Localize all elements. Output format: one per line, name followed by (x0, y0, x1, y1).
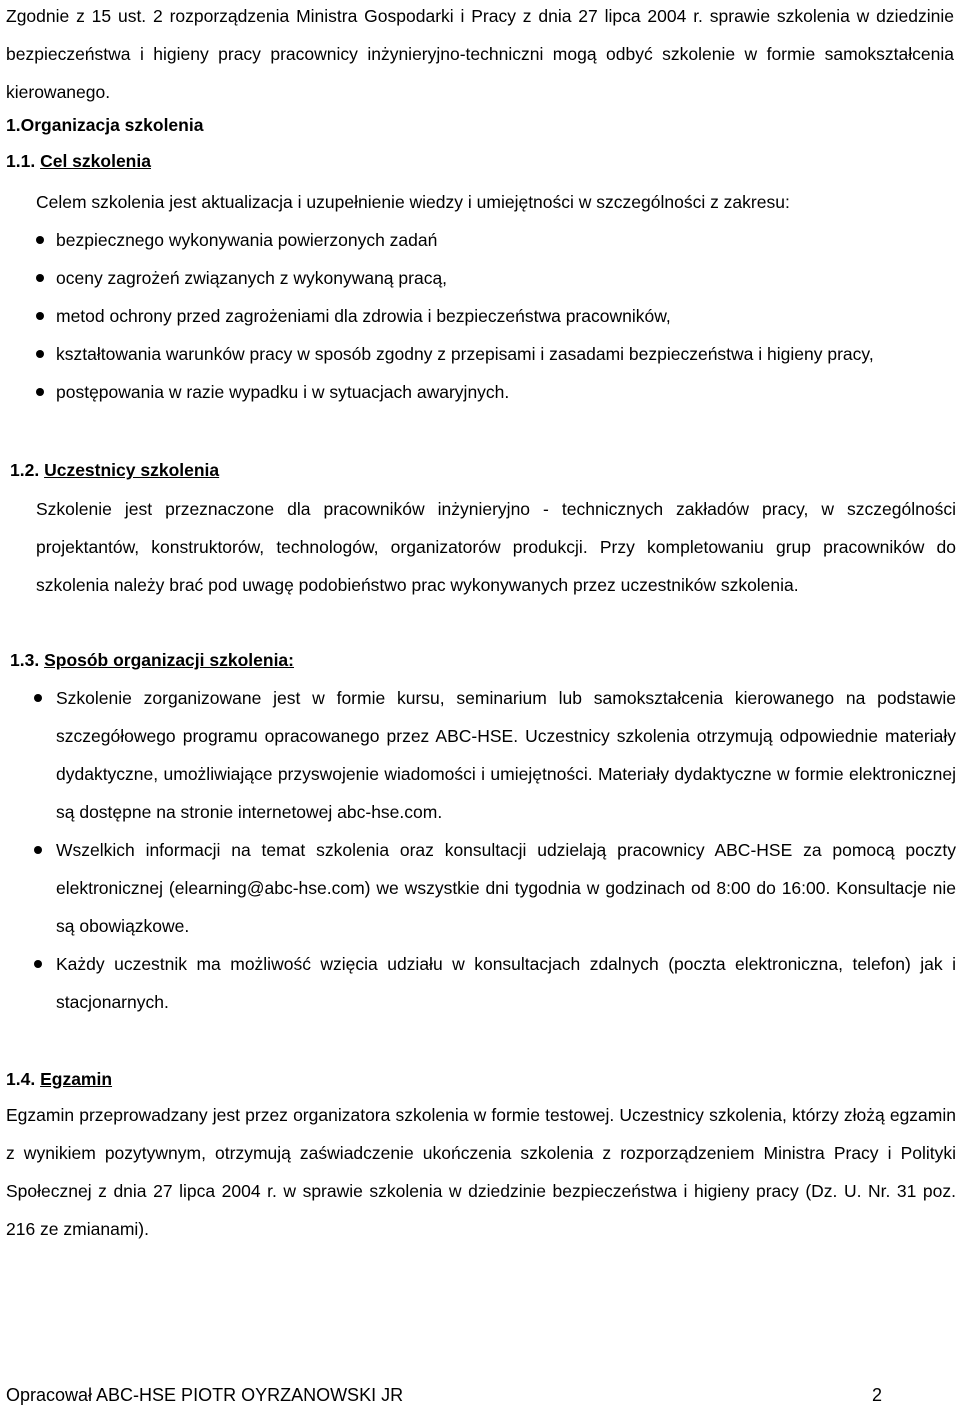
bullet-icon (36, 312, 44, 320)
section-1-4-paragraph: Egzamin przeprowadzany jest przez organizatora szkolenia w formie testowej. Uczestnicy szkolenia, którzy złożą egzamin z wynikiem pozytywnym, otrzymują zaświadczenie ukończenia szkolenia z rozporządzeniem Ministra Pracy i Polityki Społecznej z dnia 27 lipca 2004 r. w sprawie szkolenia w dziedzinie bezpieczeństwa i higieny pracy (Dz. U. Nr. 31 poz. 216 ze zmianami). (6, 1105, 956, 1239)
section-1-2-title: Uczestnicy szkolenia (44, 460, 220, 480)
section-1-1-title: Cel szkolenia (40, 151, 151, 171)
section-1-3-title: Sposób organizacji szkolenia: (44, 650, 294, 670)
section-1-heading (6, 113, 203, 137)
list-item-text: Szkolenie zorganizowane jest w formie kursu, seminarium lub samokształcenia kierowanego na podstawie szczegółowego programu opracowanego przez ABC-HSE. Uczestnicy szkolenia otrzymują odpowiednie materiały dydaktyczne, umożliwiające przyswojenie wiadomości i umiejętności. Materiały dydaktyczne w formie elektronicznej są dostępne na stronie internetowej abc-hse.com. (56, 688, 956, 822)
bullet-icon (34, 846, 42, 854)
section-1-3-list (34, 679, 956, 1021)
list-item-text: postępowania w razie wypadku i w sytuacjach awaryjnych. (56, 382, 510, 402)
section-1-4-title: Egzamin (40, 1069, 113, 1089)
section-1-title: 1.Organizacja szkolenia (6, 115, 204, 135)
page-footer (6, 1383, 882, 1407)
list-item-text: kształtowania warunków pracy w sposób zgodny z przepisami i zasadami bezpieczeństwa i higieny pracy, (56, 344, 874, 364)
list-item-text: bezpiecznego wykonywania powierzonych zadań (56, 230, 438, 250)
bullet-icon (36, 236, 44, 244)
list-item (36, 221, 936, 259)
footer-author: Opracował ABC-HSE PIOTR OYRZANOWSKI JR (6, 1385, 404, 1405)
section-1-1-number: 1.1. (6, 151, 36, 171)
section-1-2-paragraph: Szkolenie jest przeznaczone dla pracowników inżynieryjno - technicznych zakładów pracy, w szczególności projektantów, konstruktorów, technologów, organizatorów produkcji. Przy kompletowaniu grup pracowników do szkolenia należy brać pod uwagę podobieństwo prac wykonywanych przez uczestników szkolenia. (36, 499, 956, 595)
section-1-4-number: 1.4. (6, 1069, 36, 1089)
section-1-4-heading (6, 1067, 112, 1091)
list-item (36, 335, 936, 373)
list-item (34, 945, 956, 1021)
intro-paragraph: Zgodnie z 15 ust. 2 rozporządzenia Ministra Gospodarki i Pracy z dnia 27 lipca 2004 r. sprawie szkolenia w dziedzinie bezpieczeństwa i higieny pracy pracownicy inżynieryjno-techniczni mogą odbyć szkolenie w formie samokształcenia kierowanego. (6, 6, 954, 102)
bullet-icon (34, 694, 42, 702)
list-item (36, 259, 936, 297)
section-1-2-number: 1.2. (10, 460, 40, 480)
bullet-icon (36, 388, 44, 396)
section-1-1-list (36, 221, 936, 411)
bullet-icon (34, 960, 42, 968)
list-item (36, 297, 936, 335)
section-1-2-heading (10, 458, 219, 482)
list-item-text: oceny zagrożeń związanych z wykonywaną pracą, (56, 268, 448, 288)
list-item (34, 831, 956, 945)
section-1-1-heading (6, 149, 151, 173)
list-item (34, 679, 956, 831)
list-item-text: metod ochrony przed zagrożeniami dla zdrowia i bezpieczeństwa pracowników, (56, 306, 671, 326)
section-1-3-heading (10, 648, 294, 672)
section-1-3-number: 1.3. (10, 650, 40, 670)
bullet-icon (36, 274, 44, 282)
list-item-text: Każdy uczestnik ma możliwość wzięcia udziału w konsultacjach zdalnych (poczta elektroniczna, telefon) jak i stacjonarnych. (56, 954, 956, 1012)
bullet-icon (36, 350, 44, 358)
page-number: 2 (871, 1385, 882, 1405)
list-item-text: Wszelkich informacji na temat szkolenia oraz konsultacji udzielają pracownicy ABC-HSE za pomocą poczty elektronicznej (elearning@abc-hse.com) we wszystkie dni tygodnia w godzinach od 8:00 do 16:00. Konsultacje nie są obowiązkowe. (56, 840, 956, 936)
list-item (36, 373, 936, 411)
section-1-1-intro: Celem szkolenia jest aktualizacja i uzupełnienie wiedzy i umiejętności w szczególności z zakresu: (36, 192, 790, 212)
